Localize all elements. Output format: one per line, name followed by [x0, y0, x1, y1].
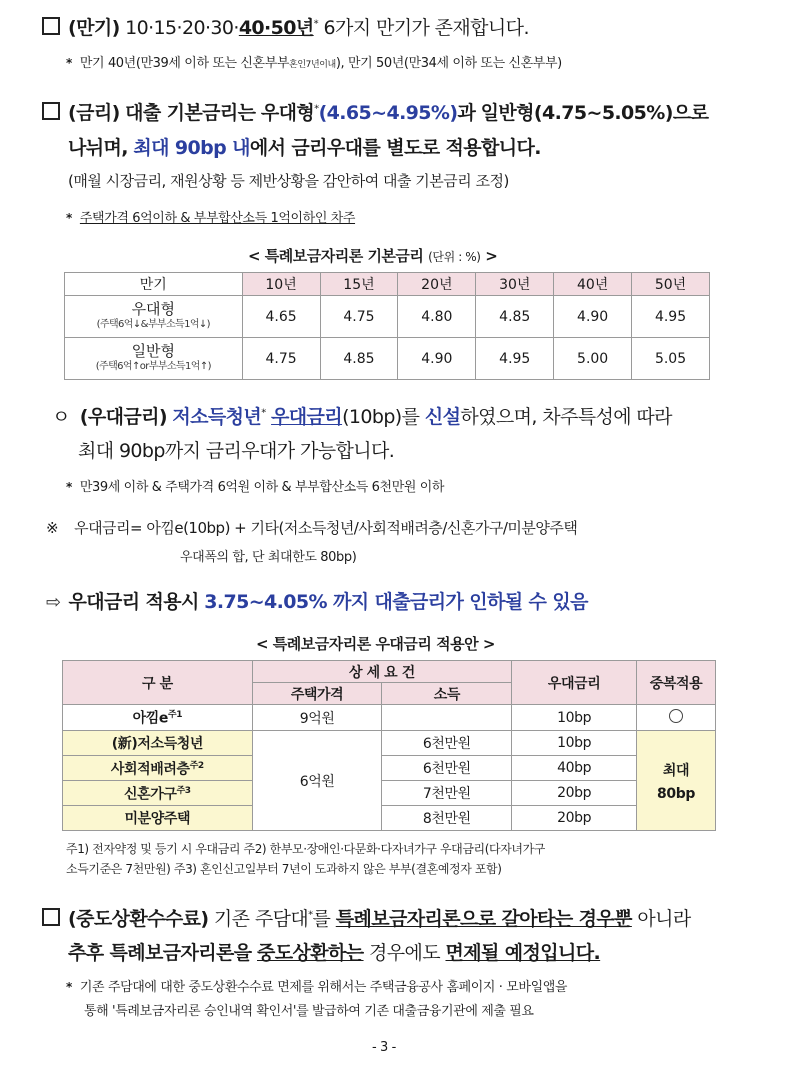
term-note-small: 혼인7년이내: [289, 60, 336, 70]
page-number: - 3 -: [372, 1040, 396, 1055]
row-label: [65, 338, 243, 380]
base-rate-table: [64, 272, 710, 380]
row-sub: (주택6억↑or부부소득1억↑): [95, 360, 211, 372]
header-cell: 우대금리: [512, 661, 637, 705]
term-note-text: 만기 40년(만39세 이하 또는 신혼부부: [79, 56, 290, 71]
rate-note: [66, 207, 355, 226]
pref-10bp: (10bp)를: [342, 406, 420, 428]
table-row: [65, 338, 710, 380]
rate-preferred-label: 우대형: [260, 102, 315, 124]
term-list-a: 10·15·20·30·: [125, 17, 239, 39]
header-cell: 20년: [398, 273, 476, 296]
rate-line-2: [68, 133, 541, 160]
row-name: 일반형: [131, 341, 176, 360]
house-cell: 9억원: [252, 705, 382, 731]
row-name-text: 미분양주택: [124, 811, 191, 827]
rate-cell: 4.75: [242, 338, 320, 380]
base-rate-unit: (단위 : %): [428, 250, 481, 264]
rate-text-1: 대출 기본금리는: [125, 102, 256, 124]
fee-heading: (중도상환수수료): [68, 908, 209, 930]
header-cell: 50년: [632, 273, 710, 296]
star-bullet-icon: *: [66, 980, 72, 994]
dup-80bp: 80bp: [657, 785, 695, 802]
base-rate-caption-end: >: [485, 247, 498, 265]
row-name: [63, 756, 253, 781]
rate-cell: 5.05: [632, 338, 710, 380]
rate-cell: 4.90: [398, 338, 476, 380]
section-term: [42, 13, 529, 40]
rate-cell: 4.80: [398, 296, 476, 338]
house-cell: 6억원: [252, 731, 382, 831]
section-rate: [42, 98, 708, 125]
dup-max: 최대: [662, 762, 690, 779]
pref-youth: 저소득청년: [172, 406, 262, 428]
pref-heading: (우대금리): [79, 406, 167, 428]
pref-ref-line-2: 우대폭의 합, 단 최대한도 80bp): [180, 550, 357, 565]
rate-adjust-note: (매월 시장금리, 재원상황 등 제반상황을 감안하여 대출 기본금리 조정): [68, 172, 509, 190]
term-note-tail: ), 만기 50년(만34세 이하 또는 신혼부부): [335, 56, 562, 71]
pref-rate-table: [62, 660, 716, 831]
table-row: [65, 296, 710, 338]
term-list-b: 40·50년: [238, 17, 314, 39]
fee-footnote-mark: *: [308, 909, 313, 921]
rate-and: 과: [457, 102, 476, 124]
rate-cell: 5.00: [554, 338, 632, 380]
rate-line-2a: 나뉘며,: [68, 137, 128, 159]
circle-mark-icon: [669, 709, 683, 723]
base-rate-caption-text: < 특례보금자리론 기본금리: [248, 247, 424, 265]
rate-cell: 10bp: [512, 705, 637, 731]
table-footnote-2: 소득기준은 7천만원) 주3) 혼인신고일부터 7년이 도과하지 않은 부부(결혼예정자 포함): [66, 862, 502, 876]
pref-text: 하였으며, 차주특성에 따라: [460, 406, 672, 428]
table-header-row: [63, 661, 716, 683]
fee-note-1: [66, 976, 567, 995]
rate-max-90bp: 최대 90bp 내: [133, 137, 250, 159]
star-bullet-icon: *: [66, 56, 72, 70]
square-bullet-icon: [42, 17, 60, 35]
income-cell: 7천만원: [382, 781, 512, 806]
fee-text-2: 를: [312, 908, 331, 930]
fee-exempt: 면제될 예정입니다.: [445, 942, 601, 964]
header-cell: 15년: [320, 273, 398, 296]
pref-note: [66, 476, 444, 495]
rate-cell: 10bp: [512, 731, 637, 756]
row-label: [65, 296, 243, 338]
income-cell: 8천만원: [382, 806, 512, 831]
rate-cell: 4.90: [554, 296, 632, 338]
pref-result: [46, 587, 588, 614]
fee-text-1: 기존 주담대: [213, 908, 309, 930]
rate-general-range: 일반형(4.75~5.05%): [480, 102, 673, 124]
term-tail: 6가지 만기가 존재합니다.: [323, 17, 529, 39]
fee-line-2: [68, 938, 600, 965]
income-cell: 6천만원: [382, 756, 512, 781]
income-cell: [382, 705, 512, 731]
fee-text-4: 아니라: [637, 908, 691, 930]
rate-footnote-mark: *: [314, 103, 319, 115]
rate-cell: 20bp: [512, 806, 637, 831]
pref-note-text: 만39세 이하 & 주택가격 6억원 이하 & 부부합산소득 6천만원 이하: [79, 480, 445, 495]
square-bullet-icon: [42, 102, 60, 120]
circle-bullet-icon: ㅇ: [52, 406, 70, 428]
rate-cell: 4.65: [242, 296, 320, 338]
header-cell: 중복적용: [637, 661, 716, 705]
pref-table-caption: < 특례보금자리론 우대금리 적용안 >: [256, 635, 495, 653]
term-footnote-mark: *: [313, 18, 319, 30]
row-name-text: 사회적배려층: [110, 761, 190, 778]
term-note: [66, 52, 562, 71]
row-name: [63, 781, 253, 806]
pref-ref-line-1: 우대금리= 아낌e(10bp) + 기타(저소득청년/사회적배려층/신혼가구/미분양주택: [74, 519, 578, 537]
pref-reference: [46, 517, 577, 538]
rate-preferred-range: (4.65~4.95%): [318, 102, 458, 124]
table-footnote-1: 주1) 전자약정 및 등기 시 우대금리 주2) 한부모·장애인·다문화·다자녀가구 우대금리(다자녀가구: [66, 842, 545, 856]
fee-line-2c: 경우에도: [369, 942, 441, 964]
square-bullet-icon: [42, 908, 60, 926]
star-bullet-icon: *: [66, 480, 72, 494]
rate-text-2: 으로: [672, 102, 709, 124]
rate-cell: 4.95: [476, 338, 554, 380]
pref-footnote-mark: *: [261, 407, 266, 419]
header-cell: 30년: [476, 273, 554, 296]
base-rate-table-caption: [248, 245, 497, 266]
rate-cell: 4.85: [320, 338, 398, 380]
fee-note-text-1: 기존 주담대에 대한 중도상환수수료 면제를 위해서는 주택금융공사 홈페이지 · 모바일앱을: [79, 980, 568, 995]
header-cell: 만기: [65, 273, 243, 296]
rate-cell: 4.95: [632, 296, 710, 338]
rate-cell: 4.85: [476, 296, 554, 338]
reference-mark-icon: ※: [46, 519, 59, 537]
pref-rate-label: 우대금리: [271, 406, 343, 428]
arrow-right-icon: ⇨: [46, 592, 61, 613]
table-row: [63, 781, 716, 806]
table-row: [63, 705, 716, 731]
row-name-text: 신혼가구: [124, 786, 177, 803]
header-cell: 소득: [382, 683, 512, 705]
row-name: 우대형: [131, 299, 176, 318]
star-bullet-icon: *: [66, 211, 72, 225]
dup-cell: [637, 731, 716, 831]
table-row: [63, 806, 716, 831]
table-header-row: [65, 273, 710, 296]
header-cell: 상 세 요 건: [252, 661, 512, 683]
table-row: [63, 756, 716, 781]
header-cell: 40년: [554, 273, 632, 296]
row-footnote: 주3: [176, 785, 191, 796]
row-name: [63, 806, 253, 831]
pref-line-2: 최대 90bp까지 금리우대가 가능합니다.: [78, 440, 395, 462]
row-name-text: (新)저소득청년: [111, 736, 203, 752]
section-preferential: [52, 402, 672, 429]
rate-cell: 40bp: [512, 756, 637, 781]
fee-line-2a: 추후 특례보금자리론을: [68, 942, 252, 964]
row-name-text: 아낌e: [132, 710, 168, 727]
rate-cell: 4.75: [320, 296, 398, 338]
header-cell: 구 분: [63, 661, 253, 705]
rate-note-text: 주택가격 6억이하 & 부부합산소득 1억이하인 차주: [79, 211, 356, 226]
header-cell: 10년: [242, 273, 320, 296]
row-sub: (주택6억↓&부부소득1억↓): [96, 318, 210, 330]
table-row: [63, 731, 716, 756]
pref-result-a: 우대금리 적용시: [68, 591, 199, 613]
row-name: [63, 731, 253, 756]
pref-new: 신설: [424, 406, 461, 428]
pref-result-b: 3.75~4.05% 까지 대출금리가 인하될 수 있음: [204, 591, 588, 613]
rate-heading: (금리): [68, 102, 120, 124]
dup-cell: [637, 705, 716, 731]
rate-line-2c: 에서 금리우대를 별도로 적용합니다.: [249, 137, 541, 159]
term-heading: (만기): [68, 17, 120, 39]
fee-note-text-2: 통해 '특례보금자리론 승인내역 확인서'를 발급하여 기존 대출금융기관에 제출 필요: [84, 1004, 534, 1019]
fee-line-2b: 중도상환하는: [257, 942, 364, 964]
section-fee: [42, 904, 691, 931]
fee-refinance: 특례보금자리론으로 갈아타는 경우뿐: [335, 908, 632, 930]
rate-cell: 20bp: [512, 781, 637, 806]
row-name: [63, 705, 253, 731]
row-footnote: 주1: [167, 710, 183, 721]
header-cell: 주택가격: [252, 683, 382, 705]
income-cell: 6천만원: [382, 731, 512, 756]
row-footnote: 주2: [189, 760, 204, 771]
